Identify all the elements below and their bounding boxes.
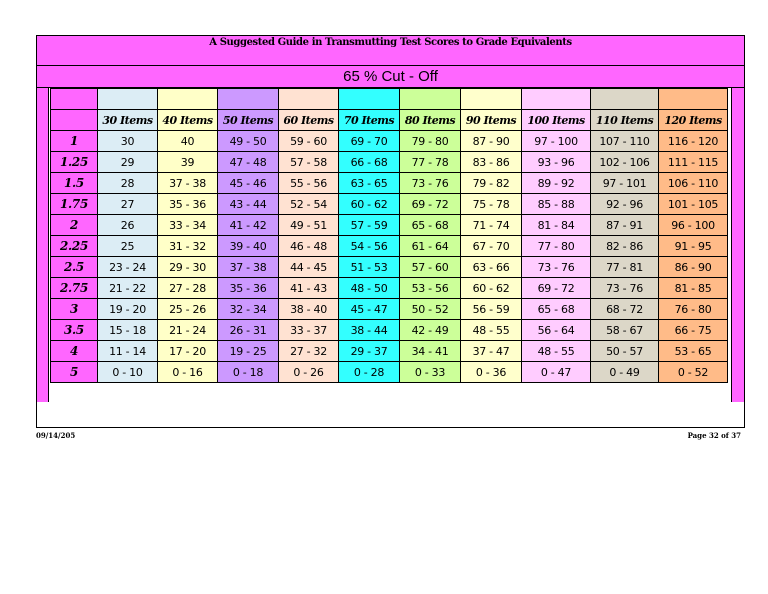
score-range-cell: 39 <box>158 152 218 173</box>
column-header: 70 Items <box>339 110 400 131</box>
score-range-cell: 56 - 59 <box>461 299 522 320</box>
blank-color-cell <box>279 89 339 110</box>
score-range-cell: 0 - 18 <box>218 362 279 383</box>
score-range-cell: 37 - 38 <box>158 173 218 194</box>
score-range-cell: 68 - 72 <box>591 299 659 320</box>
score-range-cell: 34 - 41 <box>400 341 461 362</box>
score-range-cell: 73 - 76 <box>400 173 461 194</box>
document-page <box>36 35 745 428</box>
score-range-cell: 40 <box>158 131 218 152</box>
score-range-cell: 79 - 82 <box>461 173 522 194</box>
score-range-cell: 0 - 10 <box>98 362 158 383</box>
column-header: 40 Items <box>158 110 218 131</box>
document-title: A Suggested Guide in Transmutting Test Scores to Grade Equivalents <box>209 37 572 48</box>
score-range-cell: 23 - 24 <box>98 257 158 278</box>
score-range-cell: 0 - 16 <box>158 362 218 383</box>
score-range-cell: 81 - 85 <box>659 278 728 299</box>
page-footer <box>36 427 745 440</box>
score-range-cell: 96 - 100 <box>659 215 728 236</box>
score-range-cell: 0 - 26 <box>279 362 339 383</box>
footer-date: 09/14/205 <box>36 431 76 440</box>
score-range-cell: 58 - 67 <box>591 320 659 341</box>
score-range-cell: 50 - 57 <box>591 341 659 362</box>
score-range-cell: 66 - 75 <box>659 320 728 341</box>
blank-color-cell <box>158 89 218 110</box>
score-range-cell: 52 - 54 <box>279 194 339 215</box>
table-row <box>51 278 728 299</box>
table-row <box>51 215 728 236</box>
score-range-cell: 17 - 20 <box>158 341 218 362</box>
score-range-cell: 39 - 40 <box>218 236 279 257</box>
score-range-cell: 73 - 76 <box>522 257 591 278</box>
score-range-cell: 53 - 65 <box>659 341 728 362</box>
score-range-cell: 0 - 52 <box>659 362 728 383</box>
score-range-cell: 19 - 20 <box>98 299 158 320</box>
grade-cell: 1.25 <box>51 152 98 173</box>
grade-cell: 5 <box>51 362 98 383</box>
transmutation-table <box>50 88 728 383</box>
score-range-cell: 48 - 55 <box>522 341 591 362</box>
score-range-cell: 27 - 28 <box>158 278 218 299</box>
score-range-cell: 83 - 86 <box>461 152 522 173</box>
score-range-cell: 97 - 100 <box>522 131 591 152</box>
score-range-cell: 66 - 68 <box>339 152 400 173</box>
score-range-cell: 45 - 47 <box>339 299 400 320</box>
score-range-cell: 0 - 47 <box>522 362 591 383</box>
score-range-cell: 45 - 46 <box>218 173 279 194</box>
score-range-cell: 26 - 31 <box>218 320 279 341</box>
blank-color-row <box>51 89 728 110</box>
blank-color-cell <box>659 89 728 110</box>
left-margin-strip <box>37 88 49 402</box>
score-range-cell: 55 - 56 <box>279 173 339 194</box>
score-range-cell: 97 - 101 <box>591 173 659 194</box>
score-range-cell: 35 - 36 <box>158 194 218 215</box>
grade-cell: 3.5 <box>51 320 98 341</box>
score-range-cell: 21 - 22 <box>98 278 158 299</box>
score-range-cell: 21 - 24 <box>158 320 218 341</box>
score-range-cell: 47 - 48 <box>218 152 279 173</box>
column-header: 120 Items <box>659 110 728 131</box>
score-range-cell: 27 <box>98 194 158 215</box>
blank-color-cell <box>522 89 591 110</box>
blank-color-cell <box>98 89 158 110</box>
score-range-cell: 48 - 50 <box>339 278 400 299</box>
score-range-cell: 59 - 60 <box>279 131 339 152</box>
score-range-cell: 73 - 76 <box>591 278 659 299</box>
score-range-cell: 79 - 80 <box>400 131 461 152</box>
score-range-cell: 51 - 53 <box>339 257 400 278</box>
title-banner <box>37 36 744 66</box>
score-range-cell: 49 - 50 <box>218 131 279 152</box>
column-header: 80 Items <box>400 110 461 131</box>
score-range-cell: 29 - 30 <box>158 257 218 278</box>
table-row <box>51 362 728 383</box>
table-row <box>51 299 728 320</box>
score-range-cell: 38 - 40 <box>279 299 339 320</box>
score-range-cell: 0 - 49 <box>591 362 659 383</box>
score-range-cell: 77 - 78 <box>400 152 461 173</box>
table-row <box>51 257 728 278</box>
score-range-cell: 43 - 44 <box>218 194 279 215</box>
table-row <box>51 320 728 341</box>
score-range-cell: 57 - 60 <box>400 257 461 278</box>
score-range-cell: 65 - 68 <box>522 299 591 320</box>
score-range-cell: 86 - 90 <box>659 257 728 278</box>
score-range-cell: 77 - 81 <box>591 257 659 278</box>
column-header: 100 Items <box>522 110 591 131</box>
grade-cell: 1.75 <box>51 194 98 215</box>
score-range-cell: 60 - 62 <box>339 194 400 215</box>
score-range-cell: 106 - 110 <box>659 173 728 194</box>
score-range-cell: 56 - 64 <box>522 320 591 341</box>
score-range-cell: 0 - 33 <box>400 362 461 383</box>
grade-cell: 2.5 <box>51 257 98 278</box>
score-range-cell: 75 - 78 <box>461 194 522 215</box>
table-row <box>51 173 728 194</box>
score-range-cell: 63 - 65 <box>339 173 400 194</box>
score-range-cell: 87 - 90 <box>461 131 522 152</box>
column-header: 50 Items <box>218 110 279 131</box>
blank-corner-cell <box>51 89 98 110</box>
score-range-cell: 65 - 68 <box>400 215 461 236</box>
score-range-cell: 15 - 18 <box>98 320 158 341</box>
score-range-cell: 37 - 47 <box>461 341 522 362</box>
score-range-cell: 102 - 106 <box>591 152 659 173</box>
table-row <box>51 194 728 215</box>
score-range-cell: 92 - 96 <box>591 194 659 215</box>
score-range-cell: 33 - 37 <box>279 320 339 341</box>
score-range-cell: 82 - 86 <box>591 236 659 257</box>
score-range-cell: 27 - 32 <box>279 341 339 362</box>
score-range-cell: 41 - 43 <box>279 278 339 299</box>
score-range-cell: 37 - 38 <box>218 257 279 278</box>
score-range-cell: 53 - 56 <box>400 278 461 299</box>
score-range-cell: 54 - 56 <box>339 236 400 257</box>
score-range-cell: 107 - 110 <box>591 131 659 152</box>
cut-off-banner <box>37 66 744 88</box>
score-range-cell: 91 - 95 <box>659 236 728 257</box>
table-row <box>51 236 728 257</box>
score-range-cell: 60 - 62 <box>461 278 522 299</box>
grade-cell: 1 <box>51 131 98 152</box>
score-range-cell: 33 - 34 <box>158 215 218 236</box>
score-range-cell: 63 - 66 <box>461 257 522 278</box>
grade-cell: 1.5 <box>51 173 98 194</box>
score-range-cell: 30 <box>98 131 158 152</box>
score-range-cell: 0 - 28 <box>339 362 400 383</box>
grade-cell: 2 <box>51 215 98 236</box>
score-range-cell: 76 - 80 <box>659 299 728 320</box>
score-range-cell: 0 - 36 <box>461 362 522 383</box>
blank-color-cell <box>461 89 522 110</box>
blank-color-cell <box>218 89 279 110</box>
score-range-cell: 89 - 92 <box>522 173 591 194</box>
table-row <box>51 341 728 362</box>
score-range-cell: 61 - 64 <box>400 236 461 257</box>
score-range-cell: 41 - 42 <box>218 215 279 236</box>
column-header: 90 Items <box>461 110 522 131</box>
score-range-cell: 48 - 55 <box>461 320 522 341</box>
score-range-cell: 28 <box>98 173 158 194</box>
blank-color-cell <box>400 89 461 110</box>
score-range-cell: 46 - 48 <box>279 236 339 257</box>
grade-cell: 2.25 <box>51 236 98 257</box>
score-range-cell: 101 - 105 <box>659 194 728 215</box>
score-range-cell: 67 - 70 <box>461 236 522 257</box>
score-range-cell: 77 - 80 <box>522 236 591 257</box>
score-range-cell: 35 - 36 <box>218 278 279 299</box>
score-range-cell: 31 - 32 <box>158 236 218 257</box>
score-range-cell: 93 - 96 <box>522 152 591 173</box>
score-range-cell: 44 - 45 <box>279 257 339 278</box>
score-range-cell: 26 <box>98 215 158 236</box>
grade-cell: 2.75 <box>51 278 98 299</box>
score-range-cell: 32 - 34 <box>218 299 279 320</box>
cut-off-title: 65 % Cut - Off <box>343 68 438 85</box>
right-margin-strip <box>731 88 744 402</box>
score-range-cell: 25 <box>98 236 158 257</box>
score-range-cell: 42 - 49 <box>400 320 461 341</box>
score-range-cell: 69 - 70 <box>339 131 400 152</box>
score-range-cell: 49 - 51 <box>279 215 339 236</box>
score-range-cell: 19 - 25 <box>218 341 279 362</box>
score-range-cell: 81 - 84 <box>522 215 591 236</box>
score-range-cell: 50 - 52 <box>400 299 461 320</box>
table-row <box>51 131 728 152</box>
table-row <box>51 152 728 173</box>
score-range-cell: 71 - 74 <box>461 215 522 236</box>
score-range-cell: 87 - 91 <box>591 215 659 236</box>
header-corner-cell <box>51 110 98 131</box>
score-range-cell: 85 - 88 <box>522 194 591 215</box>
column-header: 30 Items <box>98 110 158 131</box>
score-range-cell: 111 - 115 <box>659 152 728 173</box>
score-range-cell: 29 - 37 <box>339 341 400 362</box>
grade-cell: 3 <box>51 299 98 320</box>
score-range-cell: 116 - 120 <box>659 131 728 152</box>
blank-color-cell <box>339 89 400 110</box>
column-header: 110 Items <box>591 110 659 131</box>
grade-cell: 4 <box>51 341 98 362</box>
blank-color-cell <box>591 89 659 110</box>
footer-page-number: Page 32 of 37 <box>687 431 741 440</box>
score-range-cell: 69 - 72 <box>522 278 591 299</box>
header-row <box>51 110 728 131</box>
score-range-cell: 69 - 72 <box>400 194 461 215</box>
score-range-cell: 25 - 26 <box>158 299 218 320</box>
column-header: 60 Items <box>279 110 339 131</box>
score-range-cell: 11 - 14 <box>98 341 158 362</box>
score-range-cell: 29 <box>98 152 158 173</box>
score-range-cell: 57 - 59 <box>339 215 400 236</box>
score-range-cell: 38 - 44 <box>339 320 400 341</box>
score-range-cell: 57 - 58 <box>279 152 339 173</box>
